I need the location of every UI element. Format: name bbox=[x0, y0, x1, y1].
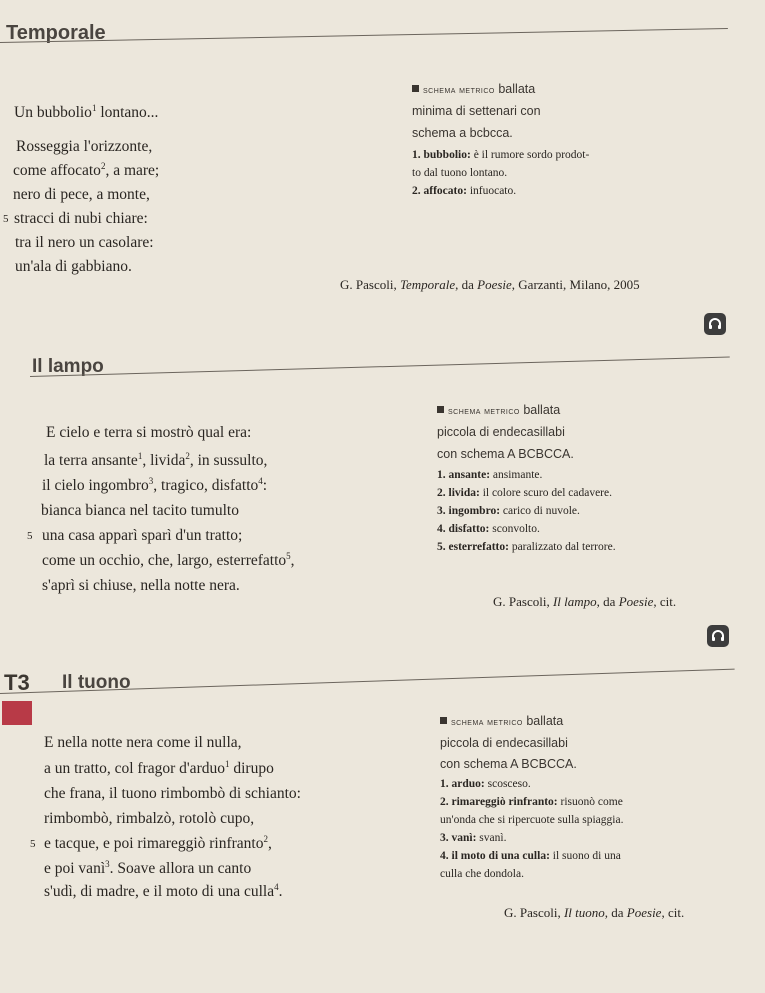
footnote: 5. esterrefatto: paralizzato dal terrore. bbox=[437, 541, 616, 553]
poem-line: s'aprì si chiuse, nella notte nera. bbox=[42, 577, 240, 594]
footnote: 4. disfatto: sconvolto. bbox=[437, 523, 540, 535]
footnote: 1. bubbolio: è il rumore sordo prodot- bbox=[412, 149, 590, 161]
poem-line: stracci di nubi chiare: bbox=[14, 210, 148, 227]
footnote: culla che dondola. bbox=[440, 868, 524, 880]
poem-line: e tacque, e poi rimareggiò rinfranto$^2$, bbox=[44, 833, 272, 852]
metric-schema-line: con schema A BCBCCA. bbox=[440, 757, 577, 771]
line-number: 5 bbox=[27, 530, 33, 542]
section-title-temporale: Temporale bbox=[6, 22, 106, 44]
footnote: to dal tuono lontano. bbox=[412, 167, 508, 179]
metric-schema-line: schema a bcbcca. bbox=[412, 126, 513, 140]
poem-line: un'ala di gabbiano. bbox=[15, 258, 132, 275]
poem-line: tra il nero un casolare: bbox=[15, 234, 154, 251]
line-number: 5 bbox=[30, 838, 36, 850]
poem-line: Rosseggia l'orizzonte, bbox=[16, 138, 153, 155]
poem-line: E cielo e terra si mostrò qual era: bbox=[46, 424, 252, 441]
poem-line: a un tratto, col fragor d'arduo$^1$ dirupo bbox=[44, 758, 274, 777]
metric-schema-line: piccola di endecasillabi bbox=[440, 736, 568, 750]
line-number: 5 bbox=[3, 213, 9, 225]
footnote: 1. ansante: ansimante. bbox=[437, 469, 543, 481]
metric-schema: schema metrico ballata bbox=[440, 714, 563, 728]
square-bullet-icon bbox=[412, 85, 419, 92]
poem-line: Un bubbolio$^1$ lontano... bbox=[14, 102, 159, 121]
poem-line: come affocato$^2$, a mare; bbox=[13, 160, 160, 179]
headphones-icon[interactable] bbox=[704, 313, 726, 335]
source-citation: G. Pascoli, Il tuono, da Poesie, cit. bbox=[504, 905, 685, 920]
section-rule bbox=[0, 28, 728, 43]
poem-line: e poi vanì$^3$. Soave allora un canto bbox=[44, 858, 252, 877]
footnote: 2. rimareggiò rinfranto: risuonò come bbox=[440, 796, 623, 808]
poem-line: una casa apparì sparì d'un tratto; bbox=[42, 527, 243, 544]
footnote: un'onda che si ripercuote sulla spiaggia. bbox=[440, 814, 624, 826]
footnote: 2. affocato: infuocato. bbox=[412, 185, 517, 197]
section-title-il-lampo: Il lampo bbox=[32, 356, 104, 377]
footnote: 1. arduo: scosceso. bbox=[440, 778, 531, 790]
footnote: 3. vanì: svanì. bbox=[440, 832, 507, 844]
poem-line: s'udì, di madre, e il moto di una culla$^4$. bbox=[44, 881, 283, 900]
footnote: 3. ingombro: carico di nuvole. bbox=[437, 505, 580, 517]
section-title-il-tuono: Il tuono bbox=[62, 672, 131, 693]
footnote: 2. livida: il colore scuro del cadavere. bbox=[437, 487, 612, 499]
metric-schema: schema metrico ballata bbox=[412, 82, 535, 96]
square-bullet-icon bbox=[440, 717, 447, 724]
metric-schema-line: piccola di endecasillabi bbox=[437, 425, 565, 439]
poem-line: come un occhio, che, largo, esterrefatto$^5$, bbox=[42, 550, 295, 569]
source-citation: G. Pascoli, Il lampo, da Poesie, cit. bbox=[493, 594, 677, 609]
poem-line: rimbombò, rimbalzò, rotolò cupo, bbox=[44, 810, 255, 827]
footnote: 4. il moto di una culla: il suono di una bbox=[440, 850, 621, 862]
square-bullet-icon bbox=[437, 406, 444, 413]
poem-line: nero di pece, a monte, bbox=[13, 186, 150, 203]
text-number: T3 bbox=[4, 670, 30, 695]
section-rule bbox=[30, 356, 730, 377]
metric-schema-line: minima di settenari con bbox=[412, 104, 541, 118]
poem-line: bianca bianca nel tacito tumulto bbox=[41, 502, 239, 519]
accent-marker bbox=[2, 701, 32, 725]
metric-schema-line: con schema A BCBCCA. bbox=[437, 447, 574, 461]
headphones-icon[interactable] bbox=[707, 625, 729, 647]
poem-line: il cielo ingombro$^3$, tragico, disfatto$^4$: bbox=[42, 475, 268, 494]
poem-line: E nella notte nera come il nulla, bbox=[44, 734, 242, 751]
poem-line: che frana, il tuono rimbombò di schianto: bbox=[44, 785, 301, 802]
source-citation: G. Pascoli, Temporale, da Poesie, Garzanti, Milano, 2005 bbox=[340, 277, 640, 292]
metric-schema: schema metrico ballata bbox=[437, 403, 560, 417]
poem-line: la terra ansante$^1$, livida$^2$, in sussulto, bbox=[44, 450, 268, 469]
